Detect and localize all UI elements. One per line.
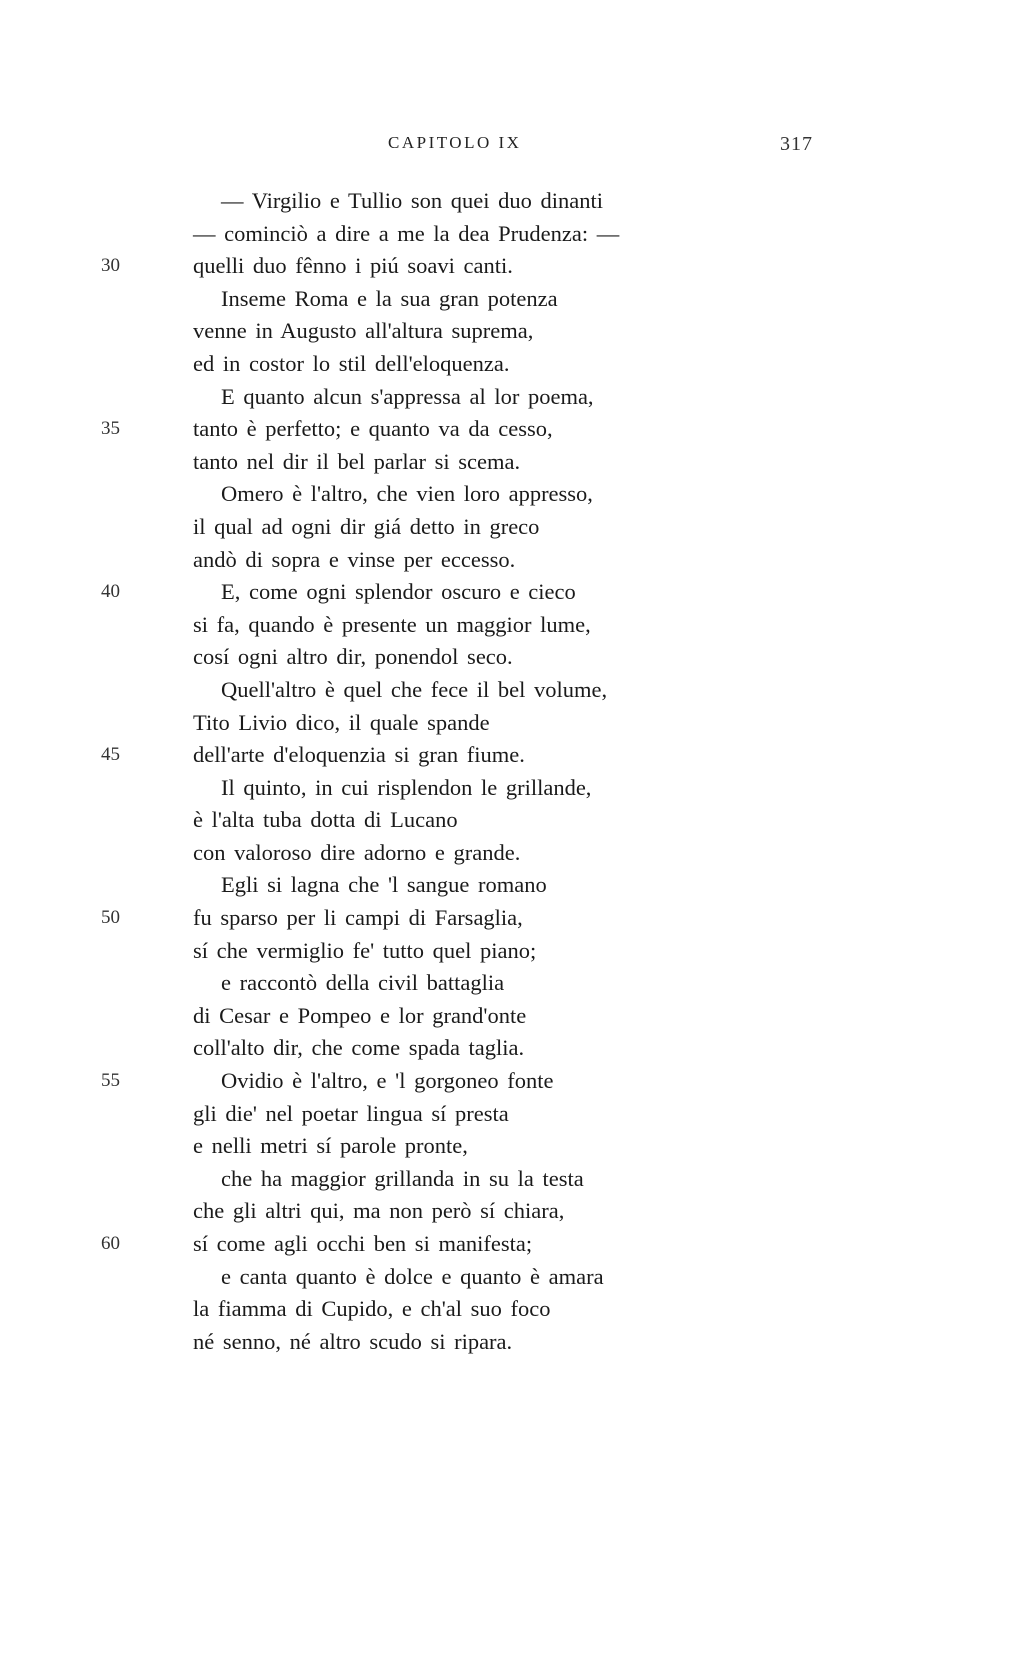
verse-line xyxy=(0,869,1017,902)
verse-text: con valoroso dire adorno e grande. xyxy=(193,839,521,865)
verse-line xyxy=(0,1163,1017,1196)
verse-text: gli die' nel poetar lingua sí presta xyxy=(193,1100,509,1126)
verse-line xyxy=(0,250,1017,283)
verse-text: si fa, quando è presente un maggior lume, xyxy=(193,611,591,637)
verse-line xyxy=(0,1065,1017,1098)
verse-line xyxy=(0,837,1017,870)
verse-text: Egli si lagna che 'l sangue romano xyxy=(221,872,547,898)
line-number: 40 xyxy=(101,581,120,603)
poem-text xyxy=(0,185,1017,1358)
verse-text: venne in Augusto all'altura suprema, xyxy=(193,318,534,344)
verse-line xyxy=(0,641,1017,674)
verse-line xyxy=(0,283,1017,316)
verse-line xyxy=(0,1130,1017,1163)
verse-text: sí che vermiglio fe' tutto quel piano; xyxy=(193,937,537,963)
verse-line xyxy=(0,381,1017,414)
verse-line xyxy=(0,1195,1017,1228)
verse-text: e canta quanto è dolce e quanto è amara xyxy=(221,1263,604,1289)
line-number: 50 xyxy=(101,907,120,929)
page-number: 317 xyxy=(780,133,813,155)
verse-text: tanto nel dir il bel parlar si scema. xyxy=(193,448,521,474)
line-number: 35 xyxy=(101,418,120,440)
verse-text: E quanto alcun s'appressa al lor poema, xyxy=(221,383,594,409)
verse-line xyxy=(0,413,1017,446)
verse-line xyxy=(0,609,1017,642)
line-number: 45 xyxy=(101,744,120,766)
verse-line xyxy=(0,967,1017,1000)
verse-text: e nelli metri sí parole pronte, xyxy=(193,1133,468,1159)
verse-text: quelli duo fênno i piú soavi canti. xyxy=(193,253,513,279)
verse-line xyxy=(0,1326,1017,1359)
verse-text: e raccontò della civil battaglia xyxy=(221,970,505,996)
verse-line xyxy=(0,739,1017,772)
line-number: 60 xyxy=(101,1233,120,1254)
verse-text: — cominciò a dire a me la dea Prudenza: — xyxy=(193,220,620,246)
verse-line xyxy=(0,348,1017,381)
verse-text: di Cesar e Pompeo e lor grand'onte xyxy=(193,1002,527,1028)
verse-text: — Virgilio e Tullio son quei duo dinanti xyxy=(221,188,603,213)
verse-text: andò di sopra e vinse per eccesso. xyxy=(193,546,516,572)
verse-text: Quell'altro è quel che fece il bel volume, xyxy=(221,676,608,702)
verse-text: tanto è perfetto; e quanto va da cesso, xyxy=(193,416,553,442)
verse-text: Ovidio è l'altro, e 'l gorgoneo fonte xyxy=(221,1068,554,1094)
verse-text: Il quinto, in cui risplendon le grillande, xyxy=(221,774,592,800)
verse-text: coll'alto dir, che come spada taglia. xyxy=(193,1035,525,1061)
verse-line xyxy=(0,1098,1017,1131)
verse-line xyxy=(0,1293,1017,1326)
verse-line xyxy=(0,707,1017,740)
verse-line xyxy=(0,446,1017,479)
verse-line xyxy=(0,576,1017,609)
verse-line xyxy=(0,478,1017,511)
verse-text: E, come ogni splendor oscuro e cieco xyxy=(221,579,576,605)
line-number: 55 xyxy=(101,1070,120,1092)
verse-text: Omero è l'altro, che vien loro appresso, xyxy=(221,481,593,507)
verse-text: né senno, né altro scudo si ripara. xyxy=(193,1328,513,1354)
verse-text: che gli altri qui, ma non però sí chiara, xyxy=(193,1198,565,1224)
verse-line xyxy=(0,511,1017,544)
verse-line xyxy=(0,674,1017,707)
verse-text: il qual ad ogni dir giá detto in greco xyxy=(193,513,540,539)
verse-text: è l'alta tuba dotta di Lucano xyxy=(193,807,458,833)
verse-line xyxy=(0,185,1017,218)
verse-line xyxy=(0,935,1017,968)
running-head: CAPITOLO IX xyxy=(388,133,522,152)
verse-line xyxy=(0,1261,1017,1294)
verse-text: sí come agli occhi ben si manifesta; xyxy=(193,1231,533,1256)
verse-text: che ha maggior grillanda in su la testa xyxy=(221,1165,584,1191)
verse-text: cosí ogni altro dir, ponendol seco. xyxy=(193,644,513,670)
verse-text: fu sparso per li campi di Farsaglia, xyxy=(193,905,523,931)
verse-line xyxy=(0,544,1017,577)
verse-line xyxy=(0,1000,1017,1033)
verse-text: la fiamma di Cupido, e ch'al suo foco xyxy=(193,1296,551,1322)
verse-line xyxy=(0,1228,1017,1261)
verse-text: Inseme Roma e la sua gran potenza xyxy=(221,285,558,311)
verse-line xyxy=(0,315,1017,348)
verse-line xyxy=(0,772,1017,805)
verse-text: dell'arte d'eloquenzia si gran fiume. xyxy=(193,742,525,768)
verse-text: ed in costor lo stil dell'eloquenza. xyxy=(193,350,510,376)
verse-text: Tito Livio dico, il quale spande xyxy=(193,709,490,735)
verse-line xyxy=(0,1032,1017,1065)
verse-line xyxy=(0,804,1017,837)
verse-line xyxy=(0,218,1017,251)
verse-line xyxy=(0,902,1017,935)
line-number: 30 xyxy=(101,255,120,277)
